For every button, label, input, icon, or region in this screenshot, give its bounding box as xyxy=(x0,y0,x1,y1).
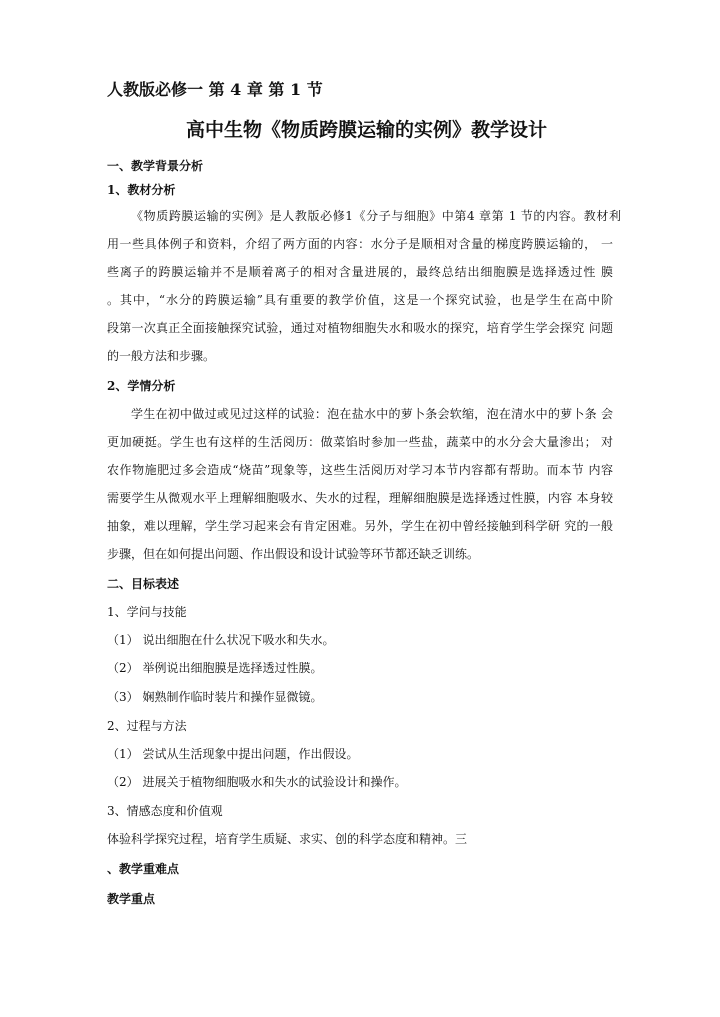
goal-heading-process: 2、过程与方法 xyxy=(107,719,187,733)
goal-heading-attitude: 3、情感态度和价值观 xyxy=(107,804,223,818)
goal-heading-knowledge: 1、学问与技能 xyxy=(107,605,187,619)
goal-knowledge-item-1: （1） 说出细胞在什么状况下吸水和失水。 xyxy=(107,633,335,647)
goal-attitude-text: 体验科学探究过程，培育学生质疑、求实、创的科学态度和精神。三 xyxy=(107,832,468,846)
goal-knowledge-item-3: （3） 娴熟制作临时装片和操作显微镜。 xyxy=(107,690,323,704)
students-line-1: 学生在初中做过或见过这样的试验：泡在盐水中的萝卜条会软缩，泡在清水中的萝卜条 会 xyxy=(131,407,613,421)
students-line-2: 更加硬挺。学生也有这样的生活阅历：做菜馅时参加一些盐，蔬菜中的水分会大量渗出； 对 xyxy=(107,435,613,449)
students-line-3: 农作物施肥过多会造成“烧苗”现象等，这些生活阅历对学习本节内容都有帮助。而本节 内容 xyxy=(107,463,613,477)
students-line-5: 抽象，难以理解，学生学习起来会有肯定困难。另外，学生在初中曾经接触到科学研 究的一般 xyxy=(107,519,613,533)
textbook-line-4: 。其中，“水分的跨膜运输”具有重要的教学价值，这是一个探究试验，也是学生在高中阶 xyxy=(107,293,613,307)
goal-process-item-1: （1） 尝试从生活现象中提出问题，作出假设。 xyxy=(107,747,359,761)
goal-knowledge-item-2: （2） 举例说出细胞膜是选择透过性膜。 xyxy=(107,661,323,675)
textbook-line-2: 用一些具体例子和资料，介绍了两方面的内容：水分子是顺相对含量的梯度跨膜运输的， 一 xyxy=(107,237,613,251)
document-title: 高中生物《物质跨膜运输的实例》教学设计 xyxy=(186,119,548,141)
subsection-heading-students: 2、学情分析 xyxy=(107,379,176,393)
series-subtitle: 人教版必修一 第 4 章 第 1 节 xyxy=(107,80,323,99)
section-heading-background: 一、教学背景分析 xyxy=(107,159,204,173)
textbook-line-1: 《物质跨膜运输的实例》是人教版必修1《分子与细胞》中第4 章第 1 节的内容。教材利 xyxy=(131,209,621,223)
subsection-heading-textbook: 1、教材分析 xyxy=(107,183,176,197)
goal-process-item-2: （2） 进展关于植物细胞吸水和失水的试验设计和操作。 xyxy=(107,775,407,789)
section-heading-keypoints: 、教学重难点 xyxy=(107,862,180,876)
subsection-heading-key: 教学重点 xyxy=(107,892,156,906)
students-line-4: 需要学生从微观水平上理解细胞吸水、失水的过程，理解细胞膜是选择透过性膜，内容 本身较 xyxy=(107,491,613,505)
textbook-line-6: 的一般方法和步骤。 xyxy=(107,349,216,363)
students-line-6: 步骤，但在如何提出问题、作出假设和设计试验等环节都还缺乏训练。 xyxy=(107,547,480,561)
section-heading-goals: 二、目标表述 xyxy=(107,577,180,591)
textbook-line-5: 段第一次真正全面接触探究试验，通过对植物细胞失水和吸水的探究，培育学生学会探究 问题 xyxy=(107,321,613,335)
textbook-line-3: 些离子的跨膜运输并不是顺着离子的相对含量进展的，最终总结出细胞膜是选择透过性 膜 xyxy=(107,265,613,279)
